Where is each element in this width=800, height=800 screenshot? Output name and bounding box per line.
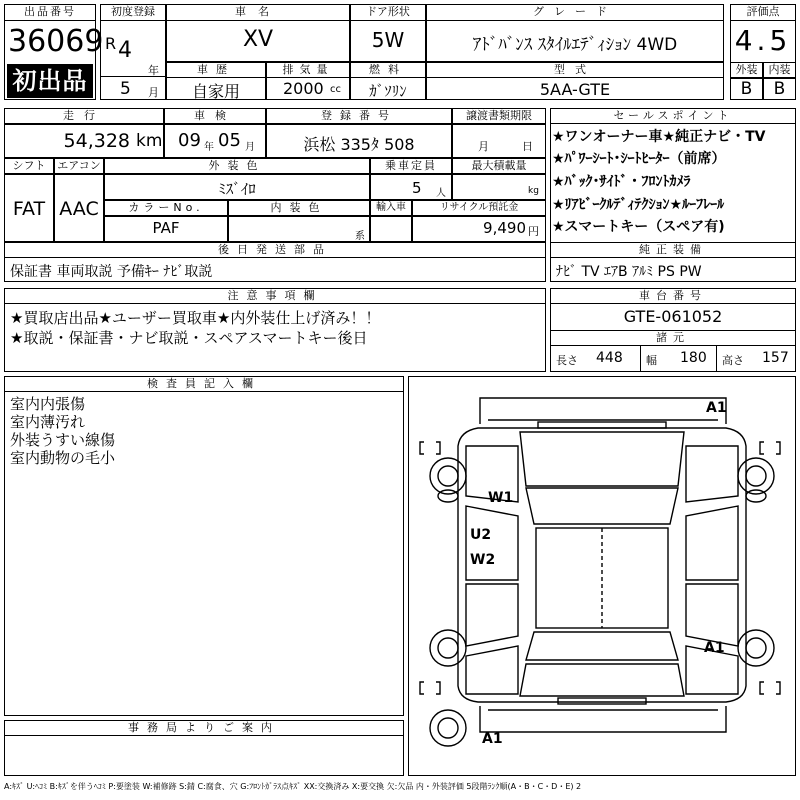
chassis-number: GTE-061052 xyxy=(623,307,723,326)
notice-label: 注意事項欄 xyxy=(4,288,546,304)
sales-line-2: ★ﾊﾟﾜｰｼｰﾄ･ｼｰﾄﾋｰﾀｰ（前席） xyxy=(552,151,726,167)
score-label: 評価点 xyxy=(730,4,796,21)
plate: 浜松 335ﾀ 508 xyxy=(303,135,415,154)
import-cell xyxy=(370,216,412,242)
fuel-label: 燃料 xyxy=(350,62,426,78)
damage-mark-left-rear-repair: W2 xyxy=(470,552,496,568)
spec-divider-1 xyxy=(640,346,641,372)
office-label: 事務局よりご案内 xyxy=(4,720,404,736)
inspector-line-3: 外装うすい線傷 xyxy=(10,431,116,449)
door-label: ドア形状 xyxy=(350,4,426,21)
length: 448 xyxy=(596,350,623,366)
interior-grade: B xyxy=(773,79,786,99)
inspection-month: 05 xyxy=(218,130,241,151)
capacity: 5 xyxy=(412,179,422,197)
notice-line-1: ★買取店出品★ユーザー買取車★内外装仕上げ済み！！ xyxy=(10,309,381,327)
displacement: 2000 xyxy=(283,79,324,98)
history: 自家用 xyxy=(191,82,240,101)
grade: ｱﾄﾞﾊﾞﾝｽ ｽﾀｲﾙｴﾃﾞｨｼｮﾝ 4WD xyxy=(472,35,678,55)
equip-label: 純正装備 xyxy=(550,242,796,258)
first-reg-year: 4 xyxy=(118,38,132,63)
first-reg-era: R xyxy=(105,34,117,53)
int-color-cell xyxy=(228,216,370,242)
inspector-line-4: 室内動物の毛小 xyxy=(10,449,116,467)
mileage-label: 走行 xyxy=(4,108,164,124)
model-label: 型式 xyxy=(426,62,724,78)
import-label: 輸入車 xyxy=(370,200,412,216)
ac: AAC xyxy=(59,198,99,220)
max-load-label: 最大積載量 xyxy=(452,158,546,174)
ac-label: エアコン xyxy=(54,158,104,174)
capacity-unit: 人 xyxy=(436,188,446,199)
damage-mark-front-bumper: A1 xyxy=(706,400,727,416)
color-no: PAF xyxy=(152,219,180,237)
ext-color: ﾐｽﾞｲﾛ xyxy=(218,180,256,198)
sales-line-1: ★ワンオーナー車★純正ナビ・TV xyxy=(552,129,766,145)
spec-label: 諸元 xyxy=(550,330,796,346)
capacity-label: 乗車定員 xyxy=(370,158,452,174)
mileage-unit: km xyxy=(136,131,163,151)
sales-line-3: ★ﾊﾞｯｸ･ｻｲﾄﾞ・ﾌﾛﾝﾄｶﾒﾗ xyxy=(552,174,691,190)
damage-mark-rear-bumper: A1 xyxy=(482,731,503,747)
lot-number: 36069 xyxy=(8,24,104,59)
displacement-unit: cc xyxy=(330,84,341,95)
mileage: 54,328 xyxy=(63,130,130,152)
legend: A:ｷｽﾞ U:ﾍｺﾐ B:ｷｽﾞを伴うﾍｺﾐ P:要塗装 W:補修跡 S:錆 C:腐食、穴 G:ﾌﾛﾝﾄｶﾞﾗｽ点ｷｽﾞ XX:交換済み X:要交換 欠:欠品 内・外装評価 5段階ﾗﾝｸ順(A・B・C・D・E) 2 xyxy=(4,782,582,791)
door-type: 5W xyxy=(371,28,405,52)
transfer-label: 譲渡書類期限 xyxy=(452,108,546,124)
month-unit: 月 xyxy=(148,86,159,99)
score: 4.5 xyxy=(734,24,792,57)
plate-label: 登録番号 xyxy=(266,108,452,124)
lot-label: 出品番号 xyxy=(4,4,96,21)
inspection-year: 09 xyxy=(178,130,201,151)
chassis-label: 車台番号 xyxy=(550,288,796,304)
damage-mark-right-rear: A1 xyxy=(704,640,725,656)
first-reg-month: 5 xyxy=(120,79,131,99)
notice-line-2: ★取説・保証書・ナビ取説・スペアスマートキー後日 xyxy=(10,329,368,347)
inspector-line-1: 室内内張傷 xyxy=(10,395,86,413)
width: 180 xyxy=(680,350,707,366)
first-listing-badge: 初出品 xyxy=(7,64,93,98)
first-reg-label: 初度登録 xyxy=(100,4,166,21)
recycle-unit: 円 xyxy=(528,225,539,238)
shift-label: シフト xyxy=(4,158,54,174)
model: 5AA-GTE xyxy=(539,80,611,99)
displacement-label: 排気量 xyxy=(266,62,350,78)
int-color-label: 内装色 xyxy=(228,200,370,216)
sales-line-4: ★ﾘｱﾋﾞｰｸﾙﾃﾞｨﾃｸｼｮﾝ★ﾙｰﾌﾚｰﾙ xyxy=(552,197,725,213)
sales-label: セールスポイント xyxy=(550,108,796,124)
inspection-label: 車検 xyxy=(164,108,266,124)
ext-color-label: 外装色 xyxy=(104,158,370,174)
transfer-month-unit: 月 xyxy=(478,140,489,153)
history-label: 車歴 xyxy=(166,62,266,78)
exterior-grade: B xyxy=(740,79,753,99)
height: 157 xyxy=(762,350,789,366)
grade-label: グレード xyxy=(426,4,724,21)
car-outline-diagram xyxy=(408,376,796,776)
spec-divider-2 xyxy=(716,346,717,372)
damage-mark-left-front-door: W1 xyxy=(488,490,514,506)
year-unit: 年 xyxy=(148,64,159,77)
width-label: 幅 xyxy=(646,354,657,367)
later-parts: 保証書 車両取説 予備ｷｰ ﾅﾋﾞ取説 xyxy=(10,264,213,280)
inspection-month-unit: 月 xyxy=(245,142,255,153)
damage-mark-left-rear-dent: U2 xyxy=(470,527,492,543)
shift: FAT xyxy=(12,198,46,220)
fuel: ｶﾞｿﾘﾝ xyxy=(369,82,407,100)
max-load-unit: kg xyxy=(528,186,539,196)
interior-label: 内装 xyxy=(763,62,796,78)
equip: ﾅﾋﾞ TV ｴｱB ｱﾙﾐ PS PW xyxy=(556,264,702,280)
sales-line-5: ★スマートキー（スペア有) xyxy=(552,219,725,235)
later-parts-label: 後日発送部品 xyxy=(4,242,546,258)
color-no-label: カラーNo. xyxy=(104,200,228,216)
transfer-day-unit: 日 xyxy=(522,140,533,153)
car-name: XV xyxy=(242,27,274,52)
inspector-label: 検査員記入欄 xyxy=(4,376,404,392)
length-label: 長さ xyxy=(556,354,578,367)
recycle: 9,490 xyxy=(483,219,526,237)
inspection-year-unit: 年 xyxy=(204,142,214,153)
exterior-label: 外装 xyxy=(730,62,763,78)
height-label: 高さ xyxy=(722,354,744,367)
inspector-line-2: 室内薄汚れ xyxy=(10,413,86,431)
recycle-label: リサイクル預託金 xyxy=(412,200,546,216)
int-color-unit: 系 xyxy=(355,231,365,242)
car-name-label: 車名 xyxy=(166,4,350,21)
